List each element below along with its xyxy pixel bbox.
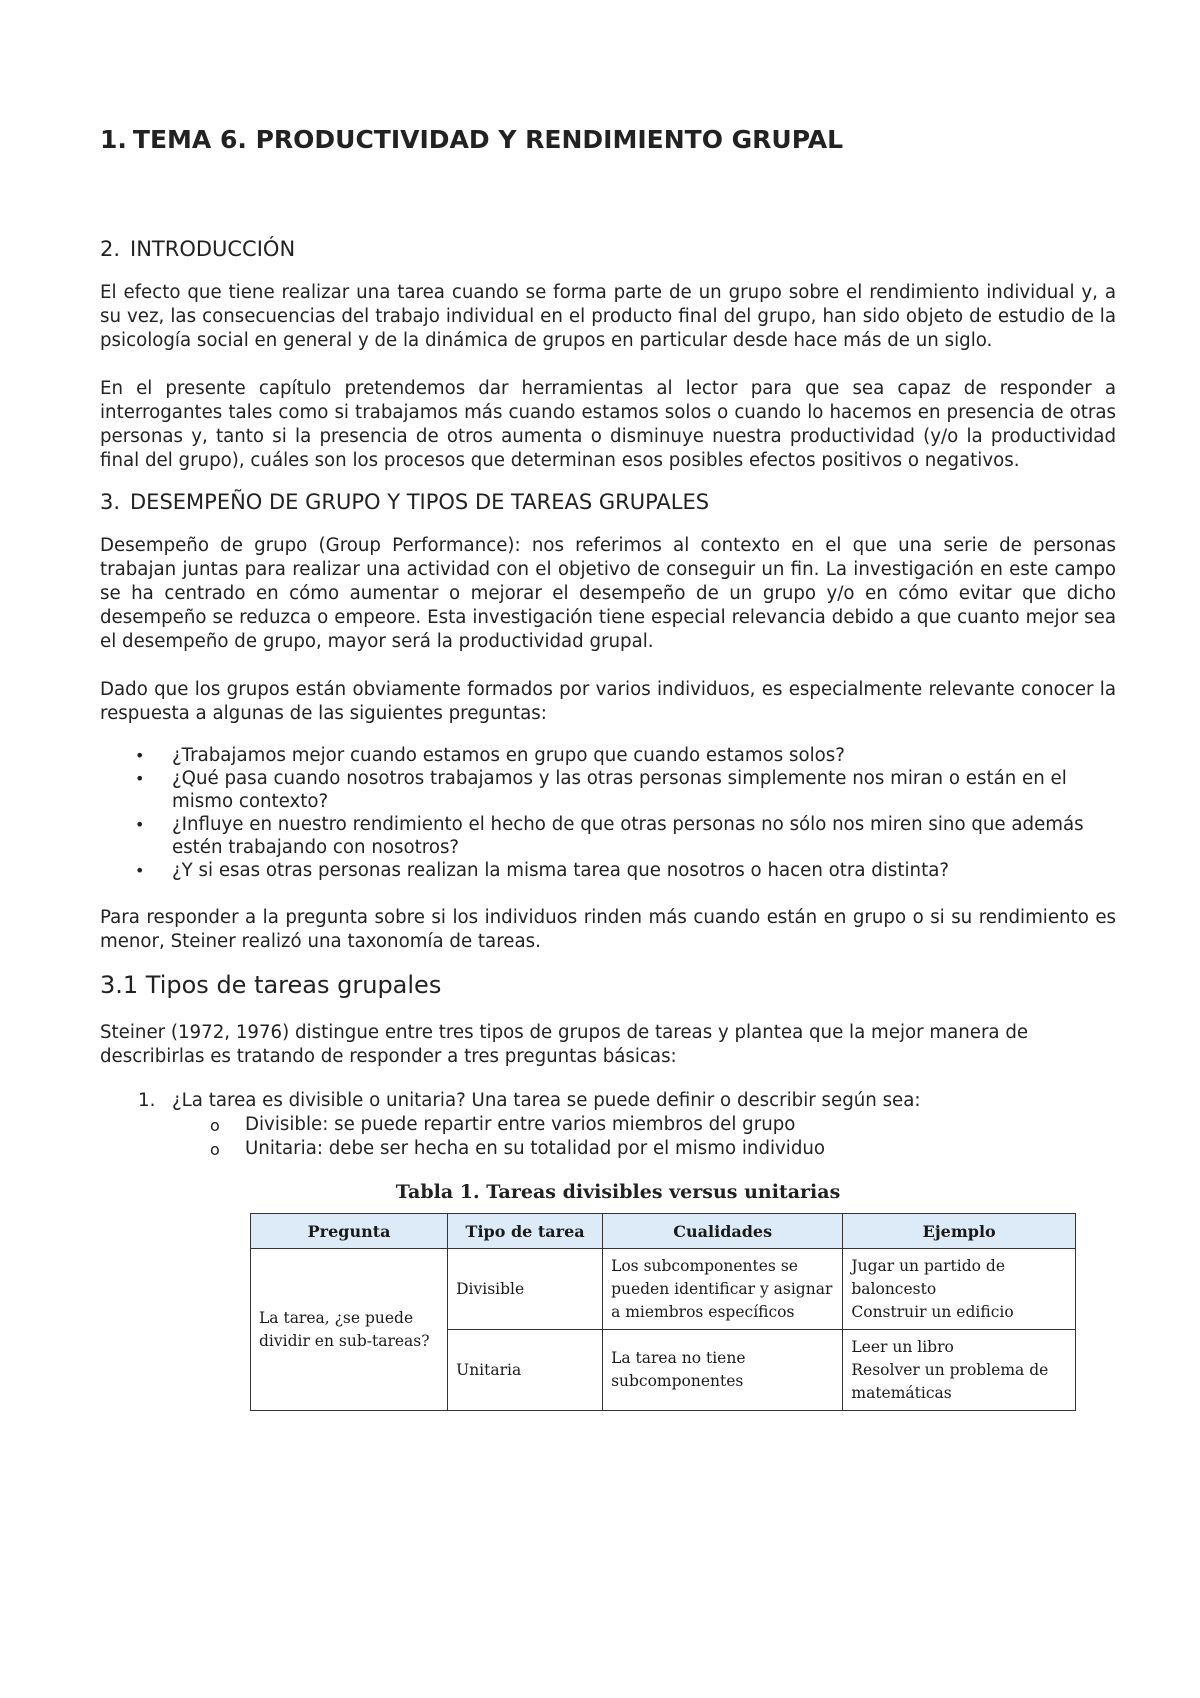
list-item: • ¿Qué pasa cuando nosotros trabajamos y las otras personas simplemente nos miran o están en el mismo contexto? xyxy=(135,768,1067,812)
bullet-icon: • xyxy=(135,746,145,765)
table-header-row xyxy=(251,1214,1076,1249)
intro-paragraph-2: En el presente capítulo pretendemos dar herramientas al lector para que sea capaz de responder a interrogantes tales como si trabajamos más cuando estamos solos o cuando lo hacemos en presencia de otras personas y, tanto si la presencia de otros aumenta o disminuye nuestra productividad (y/o la productividad final del grupo), cuáles son los procesos que determinan esos posibles efectos positivos o negativos. xyxy=(100,378,1116,471)
section-title: DESEMPEÑO DE GRUPO Y TIPOS DE TAREAS GRUPALES xyxy=(130,490,710,514)
table-cell: Leer un libro Resolver un problema de matemáticas xyxy=(843,1330,1076,1411)
bullet-icon: • xyxy=(135,815,145,834)
section-title: INTRODUCCIÓN xyxy=(130,237,296,261)
table-cell-question: La tarea, ¿se puede dividir en sub-tareas? xyxy=(251,1249,448,1411)
table-header-cell: Cualidades xyxy=(603,1214,843,1249)
table-row xyxy=(251,1249,1076,1330)
section-number: 2. xyxy=(100,237,121,261)
table-cell: Unitaria xyxy=(448,1330,603,1411)
table-cell: Los subcomponentes se pueden identificar y asignar a miembros específicos xyxy=(603,1249,843,1330)
document-content xyxy=(100,125,1116,1411)
title-text: TEMA 6. PRODUCTIVIDAD Y RENDIMIENTO GRUPAL xyxy=(132,125,844,154)
intro-paragraph-1: El efecto que tiene realizar una tarea cuando se forma parte de un grupo sobre el rendimiento individual y, a su vez, las consecuencias del trabajo individual en el producto final del grupo, han sido objeto de estudio de la psicología social en general y de la dinámica de grupos en particular desde hace más de un siglo. xyxy=(100,282,1116,351)
table-cell: Jugar un partido de baloncesto Construir un edificio xyxy=(843,1249,1076,1330)
document-title xyxy=(100,125,1116,154)
section3-paragraph-1: Desempeño de grupo (Group Performance): nos referimos al contexto en el que una serie de personas trabajan juntas para realizar una actividad con el objetivo de conseguir un fin. La investigación en este campo se ha centrado en cómo aumentar o mejorar el desempeño de un grupo y/o en cómo evitar que dicho desempeño se reduzca o empeore. Esta investigación tiene especial relevancia debido a que cuanto mejor sea el desempeño de grupo, mayor será la productividad grupal. xyxy=(100,535,1116,652)
table-header-cell: Pregunta xyxy=(251,1214,448,1249)
table-caption: Tabla 1. Tareas divisibles versus unitarias xyxy=(395,1181,841,1203)
sub-list xyxy=(172,1113,1116,1161)
table-header-cell: Ejemplo xyxy=(843,1214,1076,1249)
table-header-cell: Tipo de tarea xyxy=(448,1214,603,1249)
sub-list-item: o Unitaria: debe ser hecha en su totalidad por el mismo individuo xyxy=(100,1137,1116,1161)
list-item: 1. ¿La tarea es divisible o unitaria? Una tarea se puede definir o describir según sea: o Divisible: se puede repartir entre varios miembros del grupo o Unitaria: debe ser hecha en su totalidad por el mismo individuo xyxy=(100,1089,1116,1161)
tasks-table xyxy=(250,1213,1076,1411)
list-item: • ¿Influye en nuestro rendimiento el hecho de que otras personas no sólo nos miren sino que además estén trabajando con nosotros? xyxy=(135,814,1084,858)
bullet-icon: • xyxy=(135,769,145,788)
section-heading-intro xyxy=(100,237,1116,261)
circle-bullet-icon: o xyxy=(210,1140,220,1159)
bullet-icon: • xyxy=(135,861,145,880)
section31-paragraph: Steiner (1972, 1976) distingue entre tres tipos de grupos de tareas y plantea que la mejor manera de describirlas es tratando de responder a tres preguntas básicas: xyxy=(100,1022,1029,1067)
title-number: 1. xyxy=(100,125,127,154)
section3-paragraph-2: Dado que los grupos están obviamente formados por varios individuos, es especialmente relevante conocer la respuesta a algunas de las siguientes preguntas: xyxy=(100,679,1116,724)
section-heading-desempeno xyxy=(100,490,1116,514)
numbered-list xyxy=(100,1089,1116,1161)
questions-list xyxy=(100,744,1116,882)
sub-list-item: o Divisible: se puede repartir entre varios miembros del grupo xyxy=(100,1113,1116,1137)
table-cell: La tarea no tiene subcomponentes xyxy=(603,1330,843,1411)
subsection-heading: 3.1 Tipos de tareas grupales xyxy=(100,971,442,999)
section3-closing: Para responder a la pregunta sobre si los individuos rinden más cuando están en grupo o si su rendimiento es menor, Steiner realizó una taxonomía de tareas. xyxy=(100,907,1116,952)
list-number: 1. xyxy=(138,1090,156,1111)
section-number: 3. xyxy=(100,490,121,514)
list-item: • ¿Y si esas otras personas realizan la misma tarea que nosotros o hacen otra distinta? xyxy=(135,860,950,881)
circle-bullet-icon: o xyxy=(210,1116,220,1135)
list-item: • ¿Trabajamos mejor cuando estamos en grupo que cuando estamos solos? xyxy=(135,745,845,766)
table-cell: Divisible xyxy=(448,1249,603,1330)
